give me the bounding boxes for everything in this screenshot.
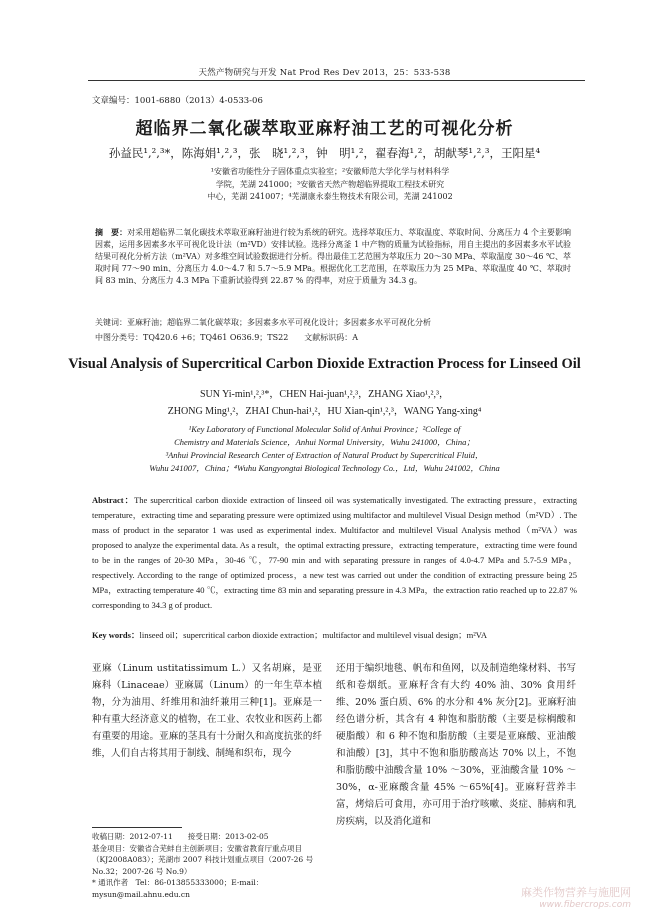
english-affiliation-line: Wuhu 241007，China；⁴Wuhu Kangyongtai Biological Technology Co.，Ltd，Wuhu 241002，China (149, 463, 500, 473)
chinese-keywords (95, 317, 571, 328)
footnote-rule (92, 827, 182, 828)
body-paragraph: 还用于编织地毯、帆布和鱼网，以及制造绝缘材料、书写纸和卷烟纸。亚麻籽含有大约 40% 油、30% 食用纤维、20% 蛋白质、6% 的水分和 4% 灰分[2]。亚麻籽油经色谱分析，其含有 4 种饱和脂肪酸（主要是棕榈酸和硬脂酸）和 6 种不饱和脂肪酸（主要是亚麻酸、亚油酸和油酸）[3]，其中不饱和脂肪酸高达 70% 以上，不饱和脂肪酸中油酸含量 10% ～30%，亚油酸含量 10% ～30%，α-亚麻酸含量 45% ～65%[4]。亚麻籽营养丰富，烤焙后可食用，亦可用于治疗咳嗽、炎症、肺病和乳房疾病，以及消化道和 (336, 663, 576, 827)
english-authors (0, 386, 649, 420)
english-keywords-text: linseed oil；supercritical carbon dioxide extraction；multifactor and multilevel visual design；m²VA (139, 630, 487, 640)
footnote-funding: 基金项目：安徽省合芜蚌自主创新项目；安徽省教育厅重点项目（KJ2008A083）；芜湖市 2007 科技计划重点项目（2007-26 号 No.32；2007-26 号 No.9） (92, 843, 314, 876)
english-affiliation-line: ¹Key Laboratory of Functional Molecular Solid of Anhui Province；²College of (188, 424, 461, 434)
footnotes (92, 831, 322, 900)
chinese-affiliation-line: 学院，芜湖 241000；³安徽省天然产物超临界提取工程技术研究 (215, 179, 445, 189)
running-head: 天然产物研究与开发 Nat Prod Res Dev 2013，25：533-538 (198, 68, 451, 78)
chinese-title: 超临界二氧化碳萃取亚麻籽油工艺的可视化分析 (135, 119, 514, 139)
footnote-dates: 收稿日期：2012-07-11 接受日期：2013-02-05 (92, 832, 269, 841)
chinese-affiliations (150, 166, 510, 204)
chinese-keywords-label: 关键词： (95, 318, 127, 327)
chinese-affiliation-line: ¹安徽省功能性分子固体重点实验室；²安徽师范大学化学与材料科学 (210, 167, 450, 176)
body-column-right (336, 660, 576, 830)
english-keywords-label: Key words： (92, 630, 140, 640)
english-author-line: ZHONG Ming¹,²，ZHAI Chun-hai¹,²，HU Xian-qin¹,²,³，WANG Yang-xing⁴ (167, 406, 482, 417)
english-title: Visual Analysis of Supercritical Carbon Dioxide Extraction Process for Linseed Oil (68, 356, 581, 372)
english-affiliations (0, 423, 649, 475)
chinese-abstract (95, 226, 571, 287)
chinese-affiliation-line: 中心，芜湖 241007；⁴芜湖康永泰生物技术有限公司，芜湖 241002 (207, 192, 453, 201)
english-affiliation-line: ³Anhui Provincial Research Center of Extraction of Natural Product by Supercritical Fluid， (165, 450, 484, 460)
english-keywords (92, 629, 577, 641)
english-abstract-label: Abstract： (92, 495, 135, 505)
site-watermark (521, 887, 631, 911)
english-affiliation-line: Chemistry and Materials Science，Anhui Normal University，Wuhu 241000，China； (174, 437, 475, 447)
body-column-left (92, 660, 322, 762)
chinese-abstract-text: 对采用超临界二氧化碳技术萃取亚麻籽油进行较为系统的研究。选择萃取压力、萃取温度、萃取时间、分离压力 4 个主要影响因素，运用多因素多水平可视化设计法（m²VD）安排试验。选择分离釜 1 中产物的质量为试验指标，用自主提出的多因素多水平试验结果可视化分析方法（m²VA）对多维空间试验数据进行分析。得出最佳工艺范围为萃取压力 20～30 MPa、萃取温度 30～46 ℃、萃取时间 77～90 min、分离压力 4.0～4.7 和 5.7～5.9 MPa。根据优化工艺范围，在萃取压力为 25 MPa、萃取温度 40 ℃、萃取时间 83 min、分离压力 4.3 MPa 下重新试验得到 22.87 % 的得率，对应于质量为 34.3 g。 (95, 228, 571, 285)
english-abstract (92, 493, 577, 613)
classification-codes: 中图分类号：TQ420.6 +6；TQ461 O636.9；TS22 文献标识码：A (95, 333, 359, 342)
watermark-name: 麻类作物营养与施肥网 (521, 886, 631, 899)
chinese-abstract-label: 摘 要： (95, 227, 128, 237)
english-abstract-text: The supercritical carbon dioxide extraction of linseed oil was systematically investigated. The extracting pressure，extracting temperature，extracting time and separating pressure were optimized using multifactor and multilevel Visual Design method（m²VD）. The mass of product in the separator 1 was used as experimental index. Multifactor and multilevel Visual Analysis method（m²VA）was proposed to analyze the experimental data. As a result，the optimal extracting pressure，extracting temperature，extracting time were found to be in the ranges of 20-30 MPa，30-46 ℃，77-90 min and with separating pressure in ranges of 4.0-4.7 MPa and 5.7-5.9 MPa，respectively. According to the range of optimized process，a new test was carried out under the condition of extracting pressure being 25 MPa，extracting temperature 40 ℃，extracting time 83 min and separating pressure in 4.3 MPa，the extraction ratio reached up to 22.87 % corresponding to 34.3 g of product. (92, 495, 577, 610)
article-id: 文章编号：1001-6880（2013）4-0533-06 (92, 96, 263, 106)
chinese-keywords-text: 亚麻籽油；超临界二氧化碳萃取；多因素多水平可视化设计；多因素多水平可视化分析 (127, 318, 431, 327)
english-author-line: SUN Yi-min¹,²,³*，CHEN Hai-juan¹,²,³，ZHANG Xiao¹,²,³， (199, 389, 450, 400)
footnote-correspondence: * 通讯作者 Tel：86-013855333000；E-mail：mysun@mail.ahnu.edu.cn (92, 878, 264, 899)
chinese-authors: 孙益民¹,²,³*，陈海娟¹,²,³，张 晓¹,²,³，钟 明¹,²，翟春海¹,²，胡献琴¹,²,³，王阳星⁴ (108, 146, 541, 160)
header-rule (88, 80, 585, 81)
body-paragraph: 亚麻（Linum ustitatissimum L.）又名胡麻，是亚麻科（Linaceae）亚麻属（Linum）的一年生草本植物，分为油用、纤维用和油纤兼用三种[1]。亚麻是一种有重大经济意义的植物，在工业、农牧业和医药上都有重要的用途。亚麻的茎具有十分耐久和高度抗张的纤维，人们自古将其用于制线、制绳和织布，现今 (92, 663, 322, 759)
watermark-url: www.fibercrops.com (539, 900, 631, 910)
